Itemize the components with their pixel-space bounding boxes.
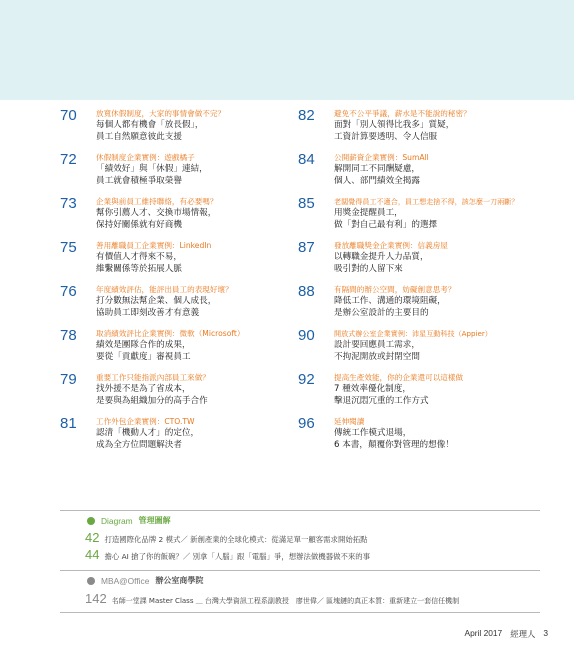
page-number: 44 — [85, 547, 100, 562]
entry-title: 公開薪資企業實例：SumAll — [334, 153, 429, 162]
magazine-name: 經理人 — [510, 629, 536, 639]
page-number: 82 — [298, 107, 315, 124]
entry-line: 員工自然願意彼此支援 — [96, 132, 182, 142]
page-number: 87 — [298, 239, 315, 256]
toc-entry[interactable] — [60, 196, 218, 231]
page-number: 70 — [60, 107, 77, 124]
toc-entry[interactable] — [298, 108, 471, 143]
entry-line: 協助員工即刻改善才有意義 — [96, 308, 200, 318]
entry-line: 做「對自己最有利」的選擇 — [334, 220, 438, 230]
entry-title: 放寬休假制度，大家的事情會做不完？ — [96, 109, 226, 118]
page-footer — [464, 628, 548, 640]
entry-line: 每個人都有機會「放長假」， — [96, 120, 204, 130]
toc-entry[interactable] — [60, 108, 225, 143]
entry-line: 認清「機動人才」的定位， — [96, 428, 200, 438]
entry-line: 找外援不是為了省成本， — [96, 384, 191, 394]
toc-entry[interactable] — [298, 372, 463, 407]
entry-title: 年度績效評估，能評出員工的表現好壞？ — [96, 285, 233, 294]
entry-line: 有價值人才得來不易， — [96, 252, 182, 262]
page-number: 142 — [85, 591, 107, 606]
page-number: 81 — [60, 415, 77, 432]
entry-line: 設計要回應員工需求， — [334, 340, 420, 350]
toc-entry[interactable] — [298, 152, 429, 187]
entry-title: 發放離職獎金企業實例：信義房屋 — [334, 241, 448, 250]
top-color-band — [0, 0, 574, 100]
page-number: 73 — [60, 195, 77, 212]
diagram-row[interactable] — [85, 547, 370, 562]
entry-title: 延伸閱讀 — [334, 417, 365, 426]
row-text: 名師一堂課 Master Class ＿ 台灣大學資訊工程系副教授 廖世偉／ 區塊鏈的真正本質：重新建立一套信任機制 — [111, 597, 460, 605]
toc-entry[interactable] — [60, 240, 211, 275]
page-number: 92 — [298, 371, 315, 388]
entry-line: 是辦公室設計的主要目的 — [334, 308, 429, 318]
entry-line: 成為全方位問題解決者 — [96, 440, 182, 450]
entry-title: 善用離職員工企業實例：LinkedIn — [96, 241, 212, 250]
entry-line: 打分數無法幫企業、個人成長， — [96, 296, 217, 306]
toc-entry[interactable] — [60, 328, 244, 363]
entry-title: 工作外包企業實例：CTO.TW — [96, 417, 195, 426]
section-label: 管理圖解 — [138, 516, 171, 525]
entry-line: 個人、部門績效全揭露 — [334, 176, 420, 186]
office-row[interactable] — [85, 591, 459, 606]
section-divider — [60, 510, 540, 511]
entry-line: 吸引對的人留下來 — [334, 264, 403, 274]
page-number: 42 — [85, 530, 100, 545]
page-number: 84 — [298, 151, 315, 168]
entry-line: 維繫關係等於拓展人脈 — [96, 264, 182, 274]
section-divider — [60, 570, 540, 571]
entry-title: 有隔間的辦公空間，妨礙創意思考？ — [334, 285, 456, 294]
page-number: 76 — [60, 283, 77, 300]
entry-line: 用獎金提醒員工， — [334, 208, 403, 218]
page-number: 75 — [60, 239, 77, 256]
toc-entry[interactable] — [60, 284, 233, 319]
row-text: 擔心 AI 搶了你的飯碗？／ 別拿「人腦」跟「電腦」爭，想辦法做機器做不來的事 — [104, 552, 371, 561]
toc-entry[interactable] — [298, 240, 448, 275]
entry-line: 績效是團隊合作的成果， — [96, 340, 191, 350]
entry-line: 傳統工作模式退場， — [334, 428, 412, 438]
folio-number: 3 — [543, 628, 548, 638]
entry-line: 降低工作、溝通的環境阻礙， — [334, 296, 446, 306]
section-tag: MBA@Office — [101, 575, 150, 586]
page-number: 85 — [298, 195, 315, 212]
entry-line: 面對「別人領得比我多」質疑， — [334, 120, 455, 130]
toc-entry[interactable] — [60, 416, 199, 451]
entry-line: 員工就會積極爭取榮譽 — [96, 176, 182, 186]
entry-title: 取消績效評比企業實例：微軟（Microsoft） — [96, 329, 245, 338]
entry-line: 不拘泥開放或封閉空間 — [334, 352, 420, 362]
issue-date: April 2017 — [464, 628, 503, 638]
entry-line: 以轉職金提升人力品質， — [334, 252, 429, 262]
page-number: 90 — [298, 327, 315, 344]
entry-line: 「績效好」與「休假」連結， — [96, 164, 208, 174]
section-tag: Diagram — [101, 515, 133, 526]
section-divider — [60, 612, 540, 613]
diagram-row[interactable] — [85, 530, 368, 545]
toc-entry[interactable] — [60, 152, 208, 187]
entry-title: 企業與前員工維持聯絡，有必要嗎？ — [96, 197, 218, 206]
toc-entry[interactable] — [60, 372, 210, 407]
page-number: 79 — [60, 371, 77, 388]
toc-entry[interactable] — [298, 196, 518, 231]
office-section-header — [87, 575, 203, 586]
entry-line: 幫你引薦人才、交換市場情報， — [96, 208, 217, 218]
entry-line: 6 本書，顛覆你對管理的想像！ — [334, 440, 454, 450]
entry-title: 提高生產效能，你的企業還可以這樣做 — [334, 373, 464, 382]
toc-entry[interactable] — [298, 284, 456, 319]
entry-line: 7 種效率優化制度， — [334, 384, 411, 394]
entry-title: 避免不公平爭議，薪水是不能說的秘密？ — [334, 109, 471, 118]
row-text: 打造國際化品牌 2 模式／ 新創產業的全球化模式：從滿足單一顧客需求開始拓點 — [104, 535, 368, 544]
toc-entry[interactable] — [298, 328, 492, 363]
entry-line: 要從「貢獻度」審視員工 — [96, 352, 191, 362]
entry-line: 解開同工不同酬疑慮， — [334, 164, 420, 174]
office-bullet-icon — [87, 577, 95, 585]
entry-title: 開放式辦公室企業實例：沛星互動科技（Appier） — [334, 329, 492, 338]
page-number: 72 — [60, 151, 77, 168]
entry-title: 重要工作只能指派內部員工來做？ — [96, 373, 210, 382]
page-number: 96 — [298, 415, 315, 432]
entry-line: 保持好關係就有好商機 — [96, 220, 182, 230]
toc-entry[interactable] — [298, 416, 454, 451]
diagram-section-header — [87, 515, 171, 526]
page-number: 88 — [298, 283, 315, 300]
entry-title: 休假制度企業實例：遊戲橘子 — [96, 153, 195, 162]
entry-line: 是要與為組織加分的高手合作 — [96, 396, 208, 406]
entry-line: 擊退沉悶冗重的工作方式 — [334, 396, 429, 406]
section-label: 辦公室商學院 — [155, 576, 204, 585]
entry-line: 工資計算要透明、令人信服 — [334, 132, 438, 142]
entry-title: 老闆覺得員工不適合，員工想走捨不得，該怎麼一刀兩斷？ — [334, 197, 519, 206]
diagram-bullet-icon — [87, 517, 95, 525]
page-number: 78 — [60, 327, 77, 344]
